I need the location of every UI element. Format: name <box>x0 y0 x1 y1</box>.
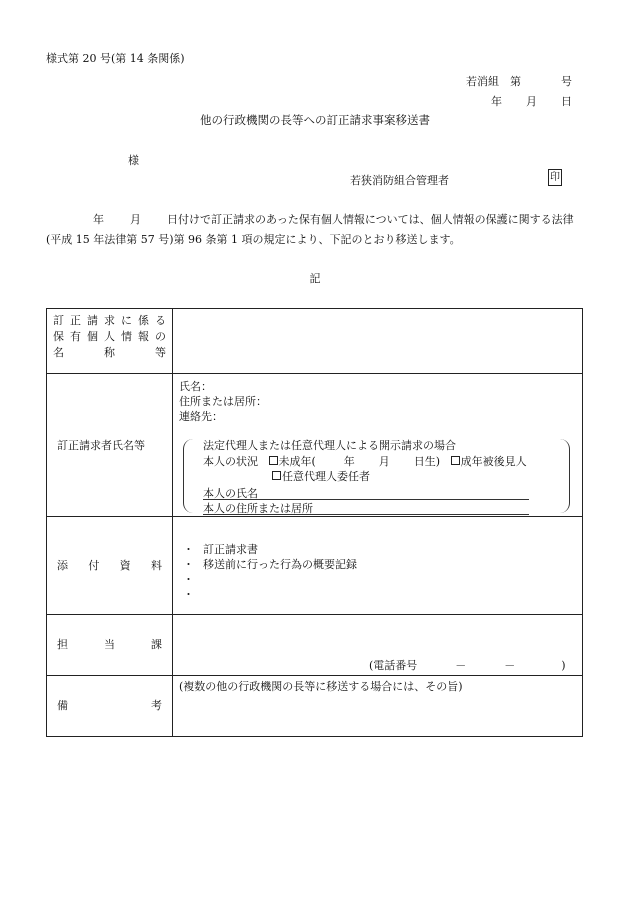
label-attachments <box>47 517 173 615</box>
principal-name-label: 本人の氏名 <box>203 487 258 500</box>
label-char: 当 <box>104 638 115 651</box>
adult-guardian-checkbox[interactable] <box>451 456 460 465</box>
birth-year: 年 <box>343 455 355 468</box>
adult-guardian-label: 成年被後見人 <box>460 455 527 468</box>
label-char: 保 <box>53 330 64 343</box>
label-char: 名 <box>53 346 64 359</box>
birth-day: 日生) <box>413 455 441 468</box>
label-char: 等 <box>155 346 166 359</box>
label-char: 求 <box>104 314 115 327</box>
row-department <box>47 615 583 676</box>
date-day: 日 <box>561 95 572 108</box>
transfer-form-table <box>46 308 583 737</box>
ki-heading: 記 <box>309 272 321 285</box>
label-char: 請 <box>87 314 98 327</box>
label-char: の <box>155 330 166 343</box>
minor-label: 未成年( <box>278 455 316 468</box>
label-char: 係 <box>138 314 149 327</box>
label-char: 称 <box>104 346 115 359</box>
date-month: 月 <box>526 95 537 108</box>
label-char: 人 <box>104 330 115 343</box>
attachment-item: ・ <box>183 588 194 601</box>
proxy-heading: 法定代理人または任意代理人による開示請求の場合 <box>203 439 456 452</box>
label-remarks <box>47 676 173 737</box>
body-text: 日付けで訂正請求のあった保有個人情報については、個人情報の保護に関する法律(平成 15 年法律第 57 号)第 96 条第 1 項の規定により、下記のとおり移送します。 <box>46 213 574 246</box>
label-char: 有 <box>70 330 81 343</box>
label-char: 訂 <box>53 314 64 327</box>
status-label: 本人の状況 <box>203 455 258 468</box>
requester-contact-label: 連絡先： <box>179 410 223 423</box>
seal-mark: 印 <box>548 169 562 186</box>
label-char: 備 <box>57 699 68 712</box>
form-number: 様式第 20 号(第 14 条関係) <box>46 52 185 65</box>
label-info-name-line2 <box>47 329 172 345</box>
body-year: 年 <box>93 213 104 226</box>
label-char: に <box>121 314 132 327</box>
body-month: 月 <box>130 213 141 226</box>
row-attachments <box>47 517 583 615</box>
document-number <box>466 73 572 89</box>
principal-address-label: 本人の住所または居所 <box>203 502 313 515</box>
row-info-name <box>47 309 583 374</box>
requester-address-label: 住所または居所： <box>179 395 267 408</box>
attachment-item: ・ <box>183 573 194 586</box>
value-department[interactable] <box>173 615 583 676</box>
document-number-prefix: 若消組 第 <box>466 75 521 88</box>
label-info-name <box>47 309 173 374</box>
label-char: 正 <box>70 314 81 327</box>
label-department <box>47 615 173 676</box>
row-remarks <box>47 676 583 737</box>
voluntary-agent-label: 任意代理人委任者 <box>282 470 370 483</box>
label-char: 料 <box>150 558 162 572</box>
label-info-name-line3 <box>47 345 172 361</box>
phone-close: ) <box>561 659 566 672</box>
label-char: 資 <box>119 558 131 572</box>
birth-month: 月 <box>378 455 390 468</box>
document-title: 他の行政機関の長等への訂正請求事案移送書 <box>200 113 430 127</box>
value-requester <box>173 374 583 517</box>
sender-name: 若狭消防組合管理者 <box>350 174 449 187</box>
label-requester <box>47 374 173 517</box>
label-char: 考 <box>151 699 162 712</box>
document-date <box>491 93 572 109</box>
label-char: 課 <box>151 638 162 651</box>
remarks-note: (複数の他の行政機関の長等に移送する場合には、その旨) <box>179 680 463 693</box>
label-char: 付 <box>88 558 100 572</box>
phone-number-row <box>369 657 566 673</box>
label-char: 添 <box>57 558 68 572</box>
label-requester-text: 訂正請求者氏名等 <box>57 439 145 452</box>
label-char: 情 <box>121 330 132 343</box>
phone-open: (電話番号 <box>369 659 418 672</box>
label-char: 個 <box>87 330 98 343</box>
attachment-item: ・ 移送前に行った行為の概要記録 <box>183 558 357 571</box>
label-char: 担 <box>57 638 68 651</box>
value-remarks[interactable] <box>173 676 583 737</box>
value-info-name[interactable] <box>173 309 583 374</box>
addressee: 様 <box>128 154 139 167</box>
requester-name-label: 氏名： <box>179 380 212 393</box>
minor-checkbox[interactable] <box>269 456 278 465</box>
label-char: 報 <box>138 330 149 343</box>
label-info-name-line1 <box>47 313 172 329</box>
row-requester <box>47 374 583 517</box>
value-attachments <box>173 517 583 615</box>
phone-dash-1: － <box>455 659 467 672</box>
label-char: る <box>155 314 166 327</box>
label-remarks-text <box>47 698 172 714</box>
voluntary-agent-checkbox[interactable] <box>272 471 281 480</box>
document-number-suffix: 号 <box>561 75 572 88</box>
date-year: 年 <box>491 95 502 108</box>
label-attachments-text <box>47 558 172 574</box>
body-paragraph <box>46 210 583 250</box>
phone-dash-2: － <box>504 659 516 672</box>
attachment-item: ・ 訂正請求書 <box>183 543 258 556</box>
principal-status-row <box>203 453 527 469</box>
voluntary-agent-row <box>272 468 370 484</box>
label-department-text <box>47 637 172 653</box>
